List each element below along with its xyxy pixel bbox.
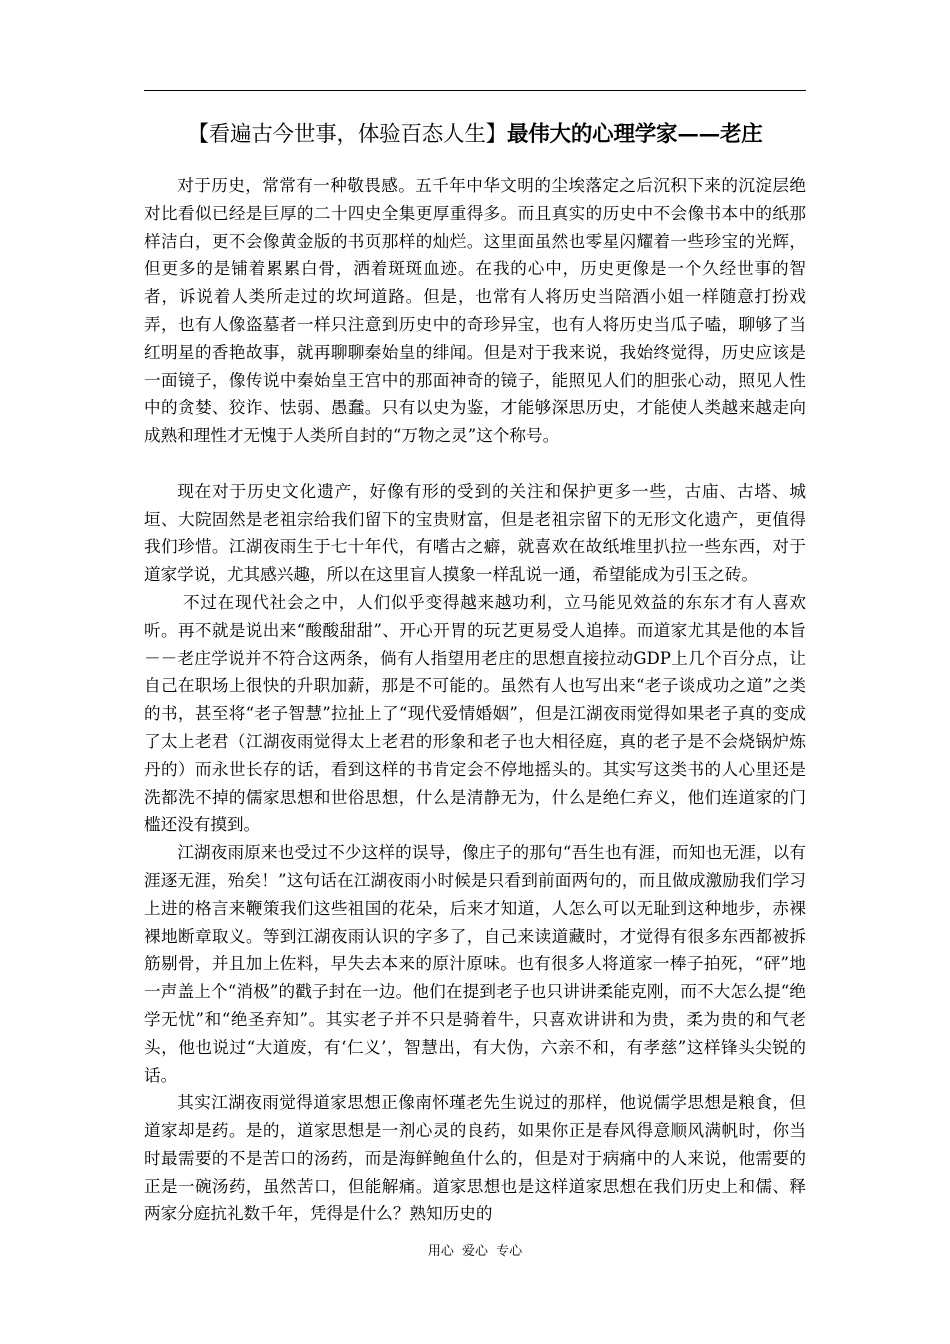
title-prefix: 【看遍古今世事，体验百态人生】 — [187, 122, 507, 147]
document-title — [144, 118, 806, 152]
paragraph-1: 对于历史，常常有一种敬畏感。五千年中华文明的尘埃落定之后沉积下来的沉淀层绝对比看似已经是巨厚的二十四史全集更厚重得多。而且真实的历史中不会像书本中的纸那样洁白，更不会像黄金版的书页那样的灿烂。这里面虽然也零星闪耀着一些珍宝的光辉，但更多的是铺着累累白骨，洒着斑斑血迹。在我的心中，历史更像是一个久经世事的智者，诉说着人类所走过的坎坷道路。但是，也常有人将历史当陪酒小姐一样随意打扮戏弄，也有人像盗墓者一样只注意到历史中的奇珍异宝，也有人将历史当瓜子嗑，聊够了当红明星的香艳故事，就再聊聊秦始皇的绯闻。但是对于我来说，我始终觉得，历史应该是一面镜子，像传说中秦始皇王宫中的那面神奇的镜子，能照见人们的胆张心动，照见人性中的贪婪、狡诈、怯弱、愚蠢。只有以史为鉴，才能够深思历史，才能使人类越来越走向成熟和理性才无愧于人类所自封的“万物之灵”这个称号。 — [144, 176, 806, 446]
document-body — [144, 172, 806, 1228]
paragraph-3: 不过在现代社会之中，人们似乎变得越来越功利，立马能见效益的东东才有人喜欢听。再不就是说出来“酸酸甜甜”、开心开胃的玩艺更易受人追捧。而道家尤其是他的本旨－－老庄学说并不符合这两条，倘有人指望用老庄的思想直接拉动GDP上几个百分点，让自己在职场上很快的升职加薪，那是不可能的。虽然有人也写出来“老子谈成功之道”之类的书，甚至将“老子智慧”拉扯上了“现代爱情婚姻”，但是江湖夜雨觉得如果老子真的变成了太上老君（江湖夜雨觉得太上老君的形象和老子也大相径庭，真的老子是不会烧锅炉炼丹的）而永世长存的话，看到这样的书肯定会不停地摇头的。其实写这类书的人心里还是洗都洗不掉的儒家思想和世俗思想，什么是清静无为，什么是绝仁弃义，他们连道家的门槛还没有摸到。 — [144, 592, 806, 835]
paragraph-2: 现在对于历史文化遗产，好像有形的受到的关注和保护更多一些，古庙、古塔、城垣、大院固然是老祖宗给我们留下的宝贵财富，但是老祖宗留下的无形文化遗产，更值得我们珍惜。江湖夜雨生于七十年代，有嗜古之癖，就喜欢在故纸堆里扒拉一些东西，对于道家学说，尤其感兴趣，所以在这里盲人摸象一样乱说一通，希望能成为引玉之砖。 — [144, 481, 806, 585]
page-footer: 用心 爱心 专心 — [427, 1244, 523, 1259]
paragraph-5: 其实江湖夜雨觉得道家思想正像南怀瑾老先生说过的那样，他说儒学思想是粮食，但道家却是药。是的，道家思想是一剂心灵的良药，如果你正是春风得意顺风满帆时，你当时最需要的不是苦口的汤药，而是海鲜鲍鱼什么的，但是对于病痛中的人来说，他需要的正是一碗汤药，虽然苦口，但能解痛。道家思想也是这样道家思想在我们历史上和儒、释两家分庭抗礼数千年，凭得是什么？熟知历史的 — [144, 1093, 806, 1224]
header-rule — [144, 90, 806, 91]
title-main: 最伟大的心理学家——老庄 — [506, 122, 763, 147]
paragraph-4: 江湖夜雨原来也受过不少这样的误导，像庄子的那句“吾生也有涯，而知也无涯，以有涯逐无涯，殆矣！”这句话在江湖夜雨小时候是只看到前面两句的，而且做成激励我们学习上进的格言来鞭策我们这些祖国的花朵，后来才知道，人怎么可以无耻到这种地步，赤裸裸地断章取义。等到江湖夜雨认识的字多了，自己来读道藏时，才觉得有很多东西都被拆筋剔骨，并且加上佐料，早失去本来的原汁原味。也有很多人将道家一棒子拍死，“砰”地一声盖上个“消极”的戳子封在一边。他们在提到老子也只讲讲柔能克刚，而不大怎么提“绝学无忧”和“绝圣弃知”。其实老子并不只是骑着牛，只喜欢讲讲和为贵，柔为贵的和气老头，他也说过“大道废，有‘仁义’，智慧出，有大伪，六亲不和，有孝慈”这样锋头尖锐的话。 — [144, 843, 806, 1085]
